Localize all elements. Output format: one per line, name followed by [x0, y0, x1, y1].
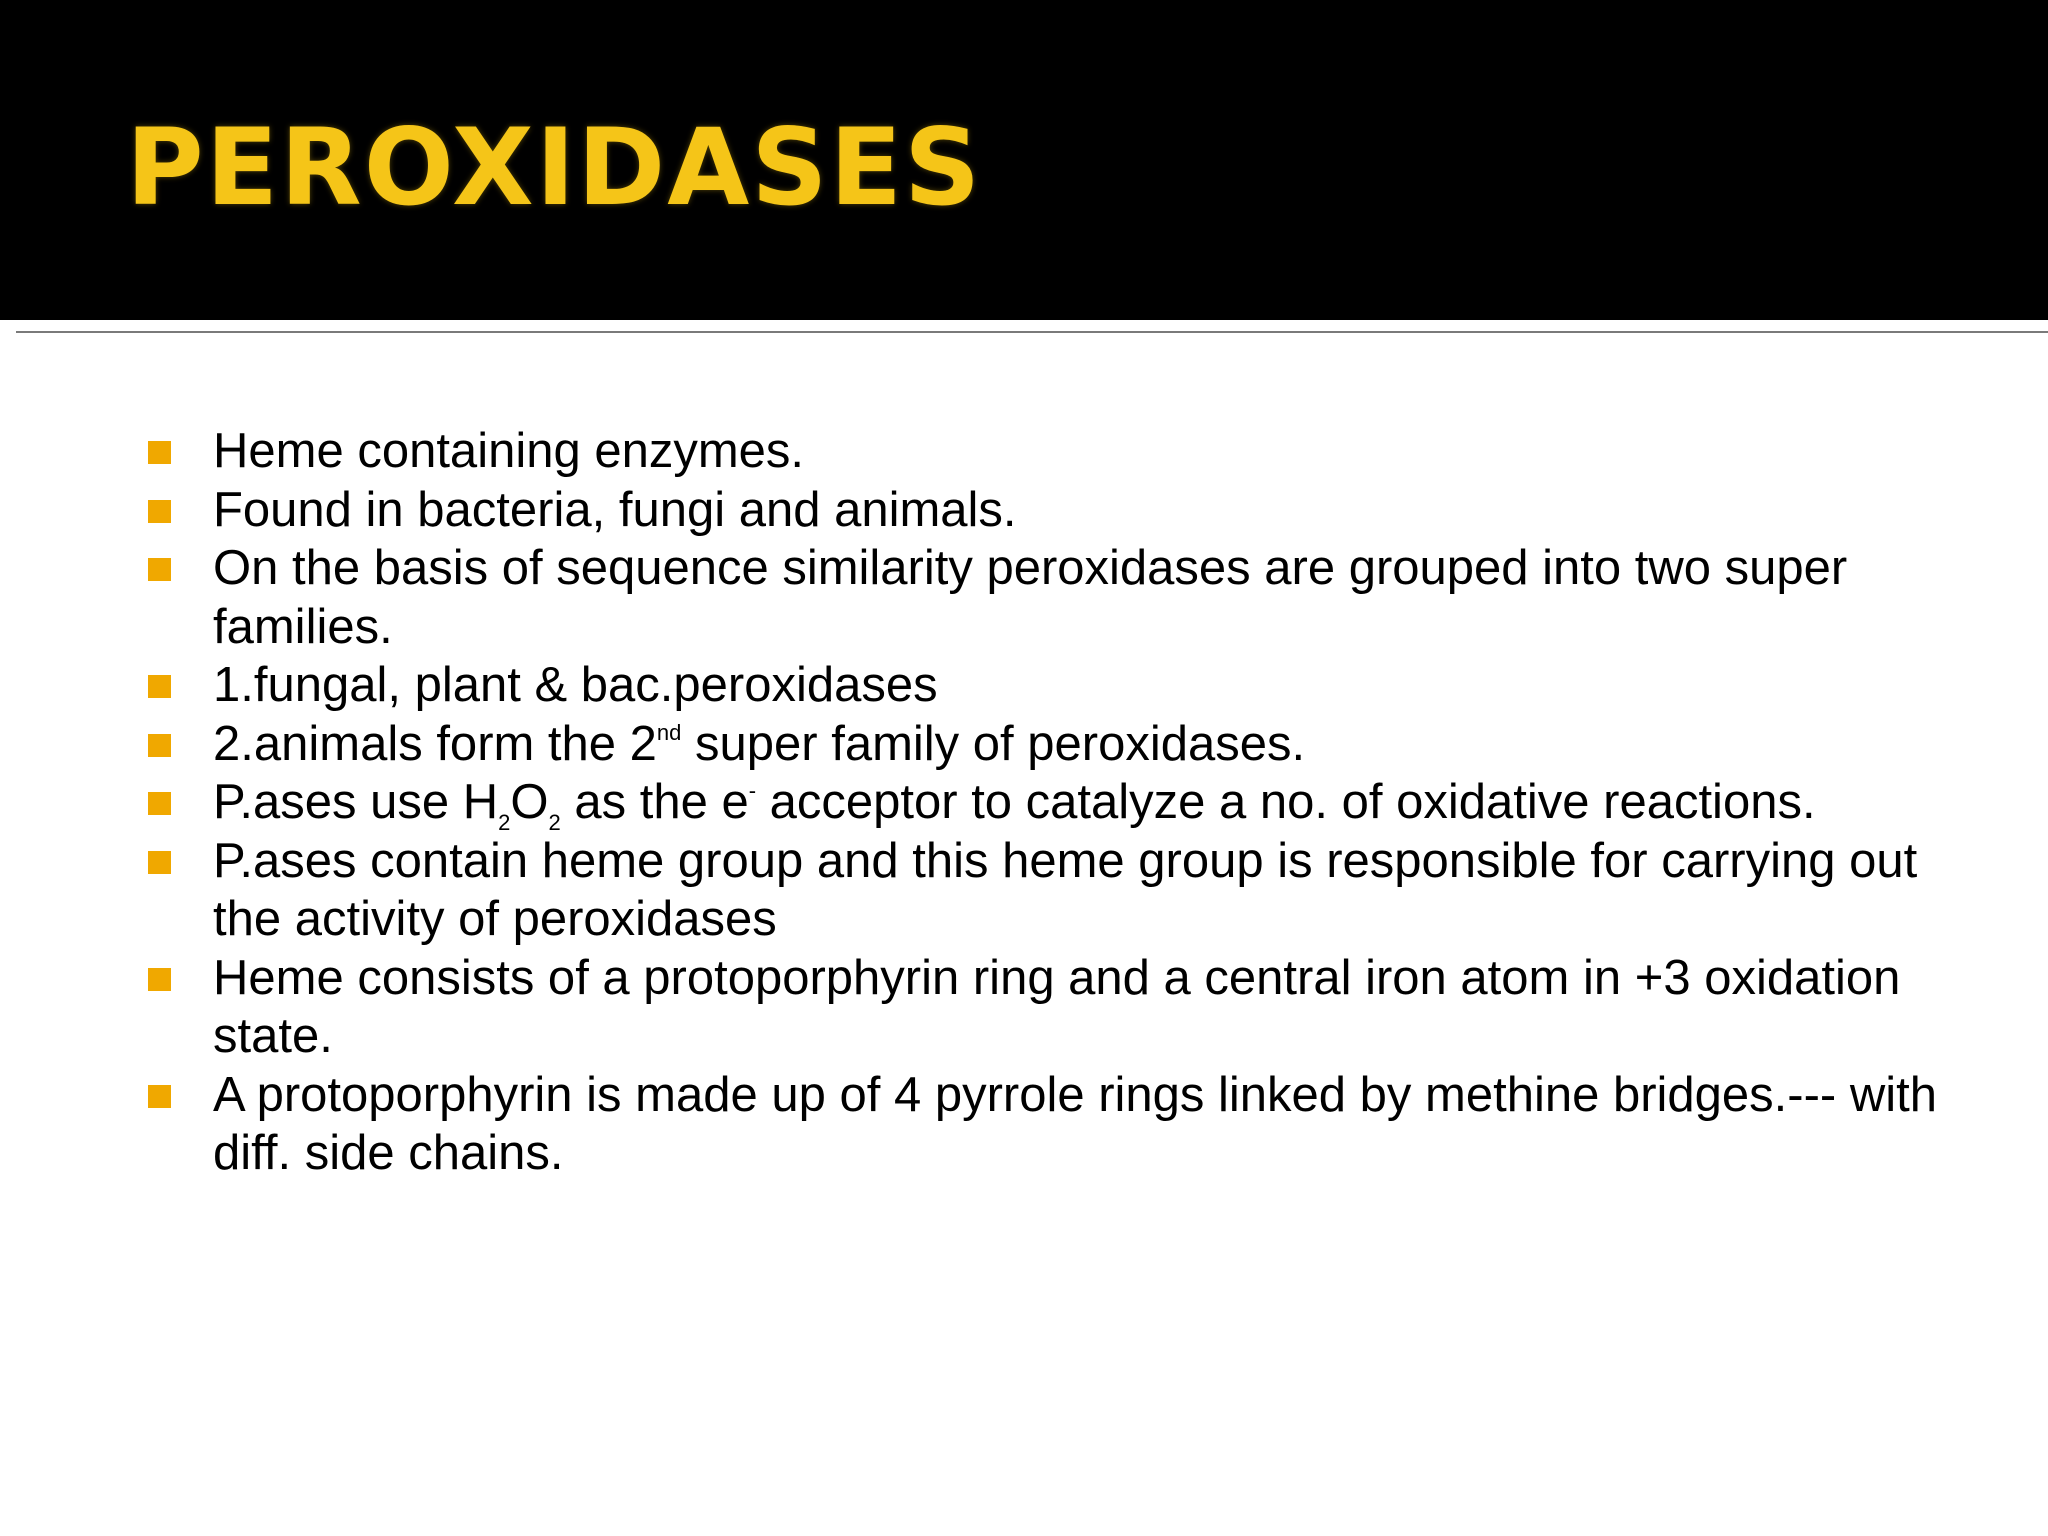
- slide-title: PEROXIDASES: [126, 106, 983, 229]
- square-bullet-icon: [148, 558, 171, 581]
- bullet-text-part: acceptor to catalyze a no. of oxidative reactions.: [756, 775, 1816, 829]
- bullet-text: Heme consists of a protoporphyrin ring and a central iron atom in +3 oxidation state.: [213, 950, 1901, 1063]
- bullet-item: [0, 1066, 1973, 1183]
- square-bullet-icon: [148, 441, 171, 464]
- square-bullet-icon: [148, 792, 171, 815]
- bullet-item: [0, 539, 1973, 656]
- bullet-text-part: P.ases use H: [213, 775, 499, 829]
- bullet-item: [0, 773, 1973, 835]
- divider-rule: [16, 331, 2048, 333]
- bullet-text-part: 2.animals form the 2: [213, 716, 657, 771]
- square-bullet-icon: [148, 1085, 171, 1108]
- bullet-text: A protoporphyrin is made up of 4 pyrrole rings linked by methine bridges.--- with diff. side chains.: [213, 1067, 1937, 1180]
- bullet-item: [0, 715, 1973, 774]
- bullet-text: On the basis of sequence similarity peroxidases are grouped into two super families.: [213, 541, 1848, 654]
- bullet-text: Found in bacteria, fungi and animals.: [213, 482, 1017, 537]
- square-bullet-icon: [148, 851, 171, 874]
- title-banner: [0, 0, 2048, 320]
- bullet-text: [213, 715, 1973, 774]
- bullet-text-part: super family of peroxidases.: [681, 716, 1306, 771]
- bullet-text-part: O: [510, 775, 549, 829]
- square-bullet-icon: [148, 500, 171, 523]
- bullet-item: [0, 422, 1973, 481]
- bullet-text: Heme containing enzymes.: [213, 424, 805, 478]
- bullet-item: [0, 656, 1973, 715]
- bullet-text: 1.fungal, plant & bac.peroxidases: [213, 658, 938, 712]
- subscript-text: 2: [498, 810, 511, 835]
- bullet-text: [213, 773, 1973, 835]
- bullet-item: [0, 481, 1973, 540]
- subscript-text: 2: [548, 810, 561, 835]
- square-bullet-icon: [148, 675, 171, 698]
- bullet-text: P.ases contain heme group and this heme group is responsible for carrying out the activity of peroxidases: [213, 833, 1918, 946]
- bullet-item: [0, 949, 1973, 1066]
- bullet-list: [0, 422, 2048, 1183]
- square-bullet-icon: [148, 734, 171, 757]
- superscript-text: -: [748, 778, 757, 803]
- superscript-text: nd: [656, 719, 682, 745]
- bullet-text-part: as the e: [560, 775, 749, 829]
- square-bullet-icon: [148, 968, 171, 991]
- banner-gap: [0, 320, 2048, 330]
- bullet-item: [0, 832, 1973, 949]
